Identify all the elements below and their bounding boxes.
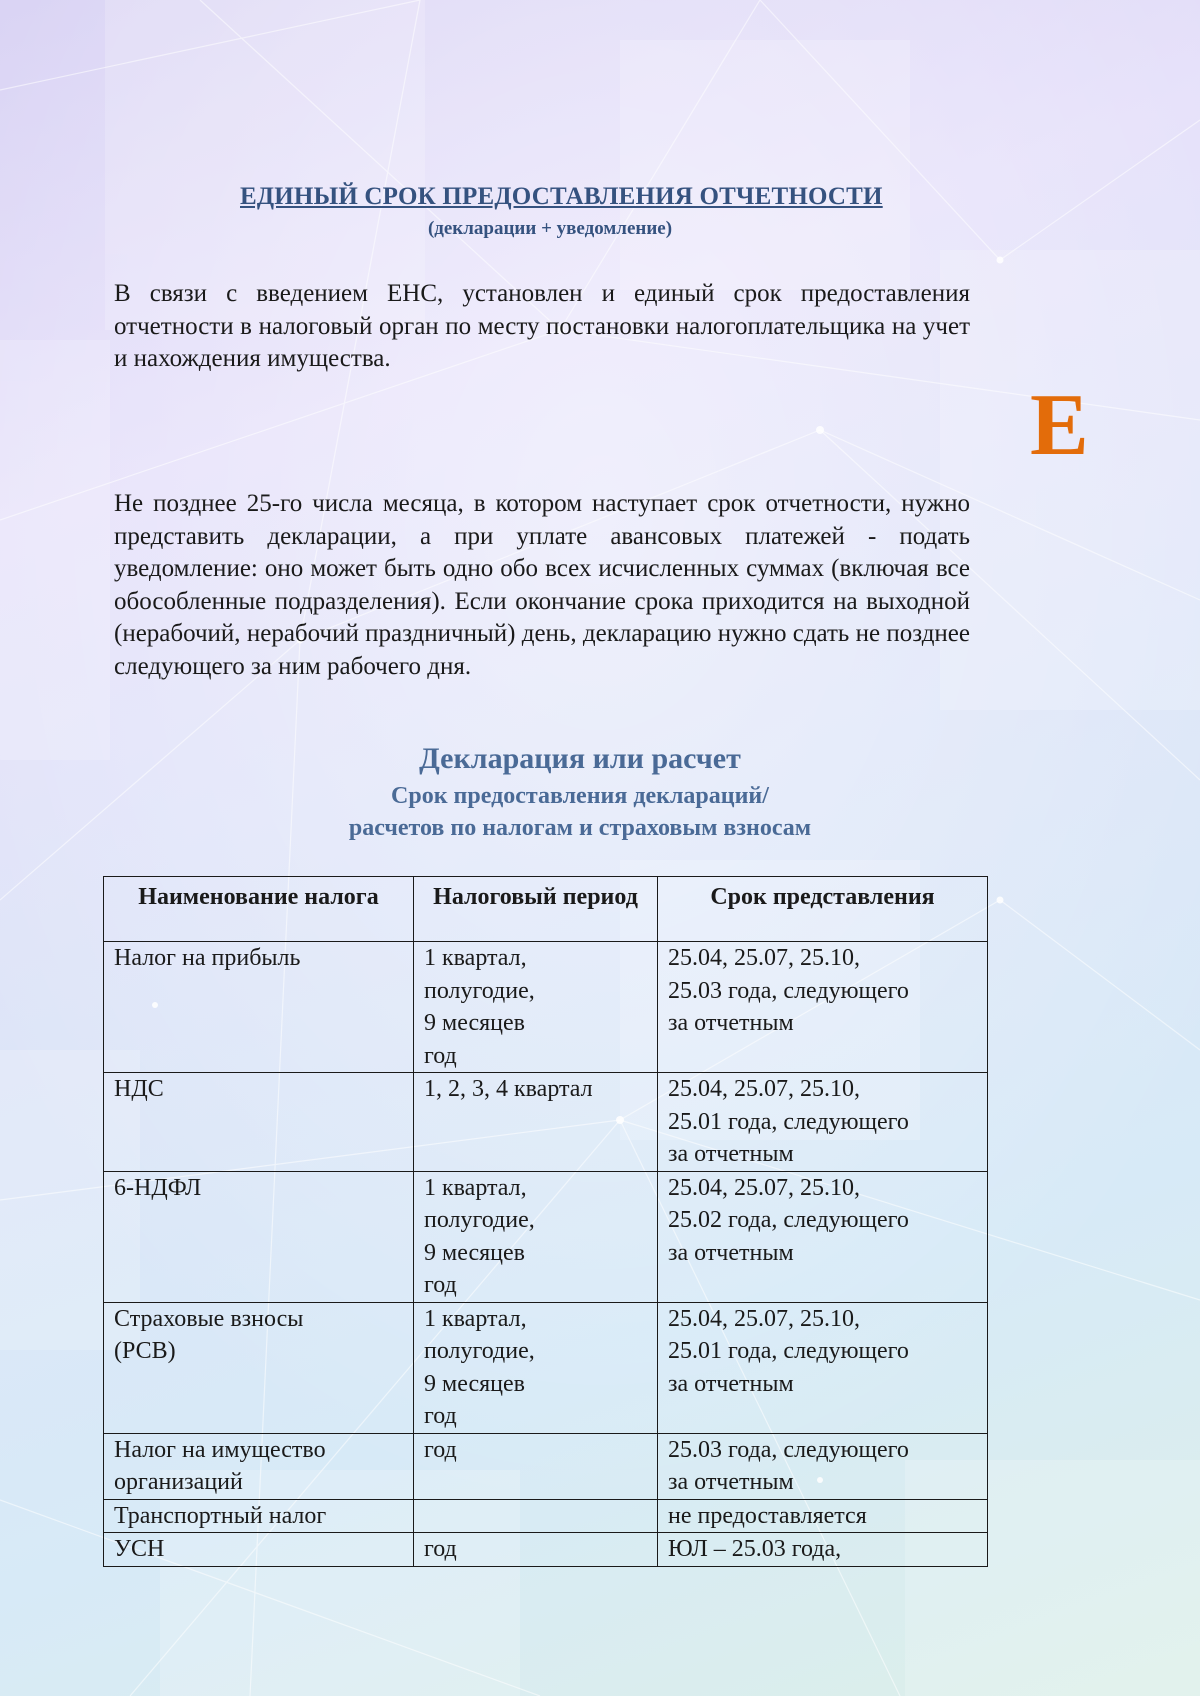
cell-line: 25.02 года, следующего bbox=[668, 1207, 909, 1233]
cell-line: год bbox=[424, 1272, 457, 1298]
tax-name-cell bbox=[104, 1533, 414, 1567]
cell-line: 25.04, 25.07, 25.10, bbox=[668, 1305, 860, 1332]
deadline-cell bbox=[658, 1171, 988, 1302]
cell-line: полугодие, bbox=[424, 977, 535, 1004]
cell-line: 25.03 года, следующего bbox=[668, 1436, 909, 1463]
tax-period-cell bbox=[414, 1499, 658, 1533]
table-header-row bbox=[104, 877, 988, 942]
cell-line: 1, 2, 3, 4 квартал bbox=[424, 1076, 593, 1102]
cell-line: 1 квартал, bbox=[424, 945, 527, 971]
cell-line: 9 месяцев bbox=[424, 1370, 525, 1397]
cell-line: 1 квартал, bbox=[424, 1174, 527, 1201]
cell-line: 25.04, 25.07, 25.10, bbox=[668, 945, 860, 971]
cell-line: ЮЛ – 25.03 года, bbox=[668, 1536, 842, 1562]
intro-paragraph-1: В связи с введением ЕНС, установлен и единый срок предоставления отчетности в налоговый орган по месту постановки налогоплательщика на учет и нахождения имущества. bbox=[114, 280, 970, 372]
tax-name-cell bbox=[104, 1171, 414, 1302]
cell-line: 6-НДФЛ bbox=[114, 1174, 202, 1201]
table-row bbox=[104, 1302, 988, 1433]
table-row bbox=[104, 1171, 988, 1302]
cell-line: 9 месяцев bbox=[424, 1239, 525, 1266]
cell-line: (РСВ) bbox=[114, 1338, 176, 1364]
cell-line: НДС bbox=[114, 1076, 164, 1102]
cell-line: Налог на прибыль bbox=[114, 945, 301, 971]
tax-name-cell bbox=[104, 1499, 414, 1533]
header-deadline: Срок представления bbox=[658, 877, 988, 942]
tax-deadlines-table bbox=[103, 876, 988, 1567]
cell-line: за отчетным bbox=[668, 1370, 794, 1397]
tax-period-cell bbox=[414, 1302, 658, 1433]
cell-line: год bbox=[424, 1042, 457, 1069]
cell-line: 25.01 года, следующего bbox=[668, 1108, 909, 1135]
cell-line: за отчетным bbox=[668, 1239, 794, 1266]
deadline-cell bbox=[658, 1533, 988, 1567]
tax-name-cell bbox=[104, 1302, 414, 1433]
table-row bbox=[104, 1499, 988, 1533]
cell-line: год bbox=[424, 1403, 457, 1429]
cell-line: год bbox=[424, 1536, 457, 1562]
section-subheading-line-2: расчетов по налогам и страховым взносам bbox=[348, 815, 812, 841]
section-heading: Декларация или расчет bbox=[419, 742, 741, 775]
tax-period-cell bbox=[414, 1433, 658, 1499]
tax-period-cell bbox=[414, 1533, 658, 1567]
cell-line: 25.01 года, следующего bbox=[668, 1338, 909, 1364]
deadline-cell bbox=[658, 942, 988, 1073]
cell-line: 1 квартал, bbox=[424, 1305, 527, 1332]
header-tax-name: Наименование налога bbox=[104, 877, 414, 942]
cell-line: организаций bbox=[114, 1469, 243, 1495]
cell-line: 25.04, 25.07, 25.10, bbox=[668, 1076, 860, 1102]
cell-line: год bbox=[424, 1436, 457, 1463]
deadline-cell bbox=[658, 1499, 988, 1533]
cell-line: 25.03 года, следующего bbox=[668, 977, 909, 1004]
tax-period-cell bbox=[414, 1073, 658, 1172]
cell-line: полугодие, bbox=[424, 1207, 535, 1233]
intro-paragraph-2: Не позднее 25-го числа месяца, в котором наступает срок отчетности, нужно представить декларации, а при уплате авансовых платежей - подать уведомление: оно может быть одно обо всех исчисленных суммах (включая все обособленные подразделения). Если окончание срока приходится на выходной (нерабочий, нерабочий праздничный) день, декларацию нужно сдать не позднее следующего за ним рабочего дня. bbox=[114, 490, 970, 680]
cell-line: 25.04, 25.07, 25.10, bbox=[668, 1174, 860, 1201]
side-letter-decoration: Е bbox=[1030, 377, 1089, 474]
cell-line: за отчетным bbox=[668, 1469, 794, 1495]
cell-line: не предоставляется bbox=[668, 1502, 867, 1529]
header-tax-period: Налоговый период bbox=[414, 877, 658, 942]
tax-name-cell bbox=[104, 942, 414, 1073]
section-subheading-line-1: Срок предоставления деклараций/ bbox=[391, 783, 769, 809]
table-row bbox=[104, 1433, 988, 1499]
cell-line: за отчетным bbox=[668, 1141, 794, 1167]
document-subtitle: (декларации + уведомление) bbox=[427, 218, 673, 239]
cell-line: Страховые взносы bbox=[114, 1305, 304, 1332]
cell-line: Налог на имущество bbox=[114, 1436, 326, 1463]
table-row bbox=[104, 942, 988, 1073]
tax-name-cell bbox=[104, 1433, 414, 1499]
deadline-cell bbox=[658, 1433, 988, 1499]
cell-line: Транспортный налог bbox=[114, 1502, 327, 1529]
cell-line: УСН bbox=[114, 1536, 165, 1562]
tax-period-cell bbox=[414, 942, 658, 1073]
deadline-cell bbox=[658, 1073, 988, 1172]
tax-name-cell bbox=[104, 1073, 414, 1172]
document-title: ЕДИНЫЙ СРОК ПРЕДОСТАВЛЕНИЯ ОТЧЕТНОСТИ bbox=[240, 183, 883, 210]
cell-line: 9 месяцев bbox=[424, 1010, 525, 1036]
table-row bbox=[104, 1533, 988, 1567]
cell-line: полугодие, bbox=[424, 1338, 535, 1364]
tax-period-cell bbox=[414, 1171, 658, 1302]
deadline-cell bbox=[658, 1302, 988, 1433]
cell-line: за отчетным bbox=[668, 1010, 794, 1036]
table-row bbox=[104, 1073, 988, 1172]
